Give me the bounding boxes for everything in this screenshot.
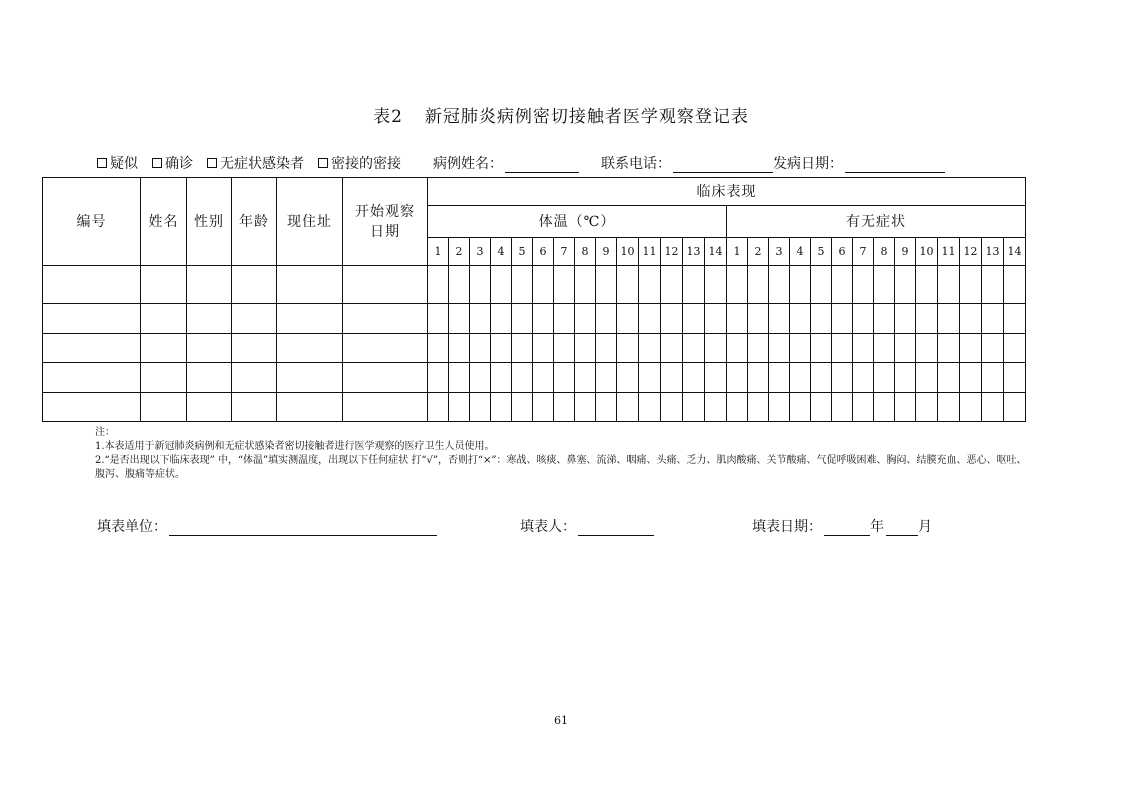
table-cell[interactable]	[832, 363, 853, 393]
table-cell[interactable]	[596, 334, 617, 363]
table-cell[interactable]	[43, 363, 141, 393]
start-date-line1: 开始观察	[355, 203, 415, 220]
table-cell[interactable]	[895, 363, 916, 393]
table-cell[interactable]	[470, 334, 491, 363]
symptom-day-header: 7	[853, 238, 874, 266]
table-cell[interactable]	[277, 393, 343, 422]
table-cell[interactable]	[232, 266, 277, 304]
table-cell[interactable]	[1004, 304, 1026, 334]
table-cell[interactable]	[938, 393, 960, 422]
table-cell[interactable]	[533, 304, 554, 334]
table-cell[interactable]	[790, 334, 811, 363]
table-cell[interactable]	[343, 304, 428, 334]
symptom-day-header: 5	[811, 238, 832, 266]
fill-unit-field	[97, 516, 437, 536]
table-cell[interactable]	[533, 266, 554, 304]
table-cell[interactable]	[533, 363, 554, 393]
table-cell[interactable]	[232, 334, 277, 363]
table-cell[interactable]	[43, 304, 141, 334]
table-cell[interactable]	[512, 393, 533, 422]
page-number: 61	[554, 714, 568, 727]
col-header-id: 编号	[43, 178, 141, 266]
table-cell[interactable]	[575, 334, 596, 363]
table-cell[interactable]	[938, 334, 960, 363]
table-row	[43, 304, 1026, 334]
table-cell[interactable]	[727, 363, 748, 393]
col-header-age: 年龄	[232, 178, 277, 266]
symptom-day-header: 9	[895, 238, 916, 266]
table-cell[interactable]	[512, 363, 533, 393]
filler-blank[interactable]	[578, 521, 654, 536]
table-cell[interactable]	[343, 363, 428, 393]
table-cell[interactable]	[639, 266, 661, 304]
table-cell[interactable]	[596, 363, 617, 393]
category-label: 疑似	[110, 156, 138, 172]
table-cell[interactable]	[916, 304, 938, 334]
symptom-day-header: 11	[938, 238, 960, 266]
observation-table	[42, 177, 1026, 422]
table-cell[interactable]	[982, 304, 1004, 334]
temperature-day-header: 9	[596, 238, 617, 266]
fill-date-field	[752, 516, 932, 536]
table-cell[interactable]	[895, 334, 916, 363]
table-cell[interactable]	[982, 393, 1004, 422]
table-cell[interactable]	[596, 393, 617, 422]
table-cell[interactable]	[639, 304, 661, 334]
table-cell[interactable]	[683, 304, 705, 334]
table-cell[interactable]	[916, 363, 938, 393]
category-asymptomatic[interactable]	[207, 153, 304, 173]
case-name-label: 病例姓名：	[433, 156, 503, 172]
table-cell[interactable]	[748, 363, 769, 393]
temperature-day-header: 10	[617, 238, 639, 266]
fill-year-blank[interactable]	[824, 521, 870, 536]
table-cell[interactable]	[277, 334, 343, 363]
table-cell[interactable]	[683, 393, 705, 422]
table-cell[interactable]	[428, 334, 449, 363]
filler-label: 填表人：	[520, 519, 576, 535]
table-cell[interactable]	[769, 393, 790, 422]
table-cell[interactable]	[853, 363, 874, 393]
table-cell[interactable]	[790, 393, 811, 422]
table-cell[interactable]	[683, 334, 705, 363]
checkbox-icon[interactable]	[207, 158, 217, 168]
table-cell[interactable]	[661, 363, 683, 393]
table-cell[interactable]	[533, 334, 554, 363]
temperature-day-header: 5	[512, 238, 533, 266]
table-cell[interactable]	[661, 334, 683, 363]
table-cell[interactable]	[1004, 266, 1026, 304]
table-cell[interactable]	[769, 334, 790, 363]
table-cell[interactable]	[683, 363, 705, 393]
col-header-name: 姓名	[141, 178, 187, 266]
temperature-day-header: 11	[639, 238, 661, 266]
table-cell[interactable]	[449, 334, 470, 363]
symptom-day-header: 12	[960, 238, 982, 266]
fill-unit-label: 填表单位：	[97, 519, 167, 535]
title-number: 表2	[373, 107, 403, 127]
table-cell[interactable]	[832, 393, 853, 422]
symptom-day-header: 3	[769, 238, 790, 266]
case-name-field	[433, 153, 579, 173]
note-line-2: 2.“是否出现以下临床表现” 中，“体温”填实测温度，出现以下任何症状 打“√”，否则打“×”：寒战、咳痰、鼻塞、流涕、咽痛、头痛、乏力、肌肉酸痛、关节酸痛、气促呼吸困难、胸闷、结膜充血、恶心、呕吐、腹泻、腹痛等症状。	[95, 455, 1027, 480]
table-cell[interactable]	[811, 266, 832, 304]
table-cell[interactable]	[874, 334, 895, 363]
category-label: 密接的密接	[331, 156, 401, 172]
table-cell[interactable]	[187, 393, 232, 422]
symptom-day-header: 4	[790, 238, 811, 266]
table-cell[interactable]	[916, 393, 938, 422]
table-cell[interactable]	[895, 393, 916, 422]
symptom-day-header: 2	[748, 238, 769, 266]
contact-phone-label: 联系电话：	[601, 156, 671, 172]
category-secondary-contact[interactable]	[318, 153, 401, 173]
table-cell[interactable]	[512, 304, 533, 334]
table-cell[interactable]	[853, 334, 874, 363]
table-cell[interactable]	[428, 393, 449, 422]
table-row	[43, 334, 1026, 363]
temperature-day-header: 8	[575, 238, 596, 266]
temperature-day-header: 6	[533, 238, 554, 266]
title-text: 新冠肺炎病例密切接触者医学观察登记表	[424, 107, 749, 127]
temperature-day-header: 3	[470, 238, 491, 266]
table-cell[interactable]	[1004, 334, 1026, 363]
category-confirmed[interactable]	[152, 153, 193, 173]
table-cell[interactable]	[596, 304, 617, 334]
table-row	[43, 393, 1026, 422]
table-cell[interactable]	[832, 304, 853, 334]
col-header-sex: 性别	[187, 178, 232, 266]
table-cell[interactable]	[575, 266, 596, 304]
contact-phone-blank[interactable]	[673, 158, 773, 173]
table-cell[interactable]	[1004, 393, 1026, 422]
table-cell[interactable]	[554, 266, 575, 304]
table-cell[interactable]	[874, 304, 895, 334]
case-info-row	[97, 153, 1037, 173]
table-cell[interactable]	[727, 334, 748, 363]
notes-block	[95, 426, 1030, 482]
table-cell[interactable]	[470, 363, 491, 393]
table-cell[interactable]	[727, 304, 748, 334]
table-cell[interactable]	[617, 334, 639, 363]
table-cell[interactable]	[470, 304, 491, 334]
table-cell[interactable]	[491, 363, 512, 393]
table-cell[interactable]	[938, 363, 960, 393]
table-cell[interactable]	[449, 363, 470, 393]
table-cell[interactable]	[853, 266, 874, 304]
temperature-day-header: 1	[428, 238, 449, 266]
table-cell[interactable]	[596, 266, 617, 304]
checkbox-icon[interactable]	[97, 158, 107, 168]
table-cell[interactable]	[187, 363, 232, 393]
table-cell[interactable]	[1004, 363, 1026, 393]
table-cell[interactable]	[874, 363, 895, 393]
symptoms-header: 有无症状	[727, 206, 1026, 238]
table-row	[43, 363, 1026, 393]
table-cell[interactable]	[428, 363, 449, 393]
table-cell[interactable]	[554, 304, 575, 334]
col-header-address: 现住址	[277, 178, 343, 266]
table-cell[interactable]	[187, 304, 232, 334]
month-label: 月	[918, 519, 932, 535]
table-cell[interactable]	[683, 266, 705, 304]
table-cell[interactable]	[982, 266, 1004, 304]
table-cell[interactable]	[277, 363, 343, 393]
symptom-day-header: 8	[874, 238, 895, 266]
table-cell[interactable]	[43, 334, 141, 363]
table-cell[interactable]	[491, 393, 512, 422]
temperature-day-header: 13	[683, 238, 705, 266]
table-cell[interactable]	[575, 363, 596, 393]
table-cell[interactable]	[141, 334, 187, 363]
table-cell[interactable]	[277, 266, 343, 304]
table-cell[interactable]	[449, 266, 470, 304]
table-cell[interactable]	[232, 304, 277, 334]
table-cell[interactable]	[141, 393, 187, 422]
table-cell[interactable]	[187, 334, 232, 363]
fill-month-blank[interactable]	[886, 521, 918, 536]
table-cell[interactable]	[769, 304, 790, 334]
table-cell[interactable]	[617, 393, 639, 422]
table-cell[interactable]	[727, 393, 748, 422]
table-cell[interactable]	[982, 334, 1004, 363]
table-cell[interactable]	[343, 334, 428, 363]
table-cell[interactable]	[470, 266, 491, 304]
table-cell[interactable]	[661, 266, 683, 304]
table-cell[interactable]	[960, 334, 982, 363]
contact-phone-field	[601, 153, 773, 173]
checkbox-icon[interactable]	[152, 158, 162, 168]
table-cell[interactable]	[575, 393, 596, 422]
table-cell[interactable]	[916, 334, 938, 363]
table-cell[interactable]	[639, 334, 661, 363]
temperature-day-header: 7	[554, 238, 575, 266]
table-cell[interactable]	[811, 304, 832, 334]
table-cell[interactable]	[491, 334, 512, 363]
table-cell[interactable]	[790, 363, 811, 393]
table-cell[interactable]	[661, 393, 683, 422]
table-cell[interactable]	[617, 363, 639, 393]
table-cell[interactable]	[661, 304, 683, 334]
table-cell[interactable]	[705, 363, 727, 393]
note-line-1: 1.本表适用于新冠肺炎病例和无症状感染者密切接触者进行医学观察的医疗卫生人员使用。	[95, 441, 495, 452]
table-cell[interactable]	[811, 334, 832, 363]
fill-date-label: 填表日期：	[752, 519, 822, 535]
table-cell[interactable]	[982, 363, 1004, 393]
table-cell[interactable]	[554, 363, 575, 393]
table-cell[interactable]	[790, 304, 811, 334]
table-cell[interactable]	[491, 304, 512, 334]
category-label: 无症状感染者	[220, 156, 304, 172]
table-cell[interactable]	[617, 266, 639, 304]
year-label: 年	[870, 519, 884, 535]
table-cell[interactable]	[575, 304, 596, 334]
table-cell[interactable]	[832, 266, 853, 304]
table-cell[interactable]	[811, 393, 832, 422]
table-cell[interactable]	[705, 334, 727, 363]
table-cell[interactable]	[853, 393, 874, 422]
start-date-line2: 日期	[370, 223, 400, 240]
table-cell[interactable]	[895, 304, 916, 334]
temperature-day-header: 2	[449, 238, 470, 266]
table-cell[interactable]	[343, 393, 428, 422]
table-cell[interactable]	[343, 266, 428, 304]
table-cell[interactable]	[705, 266, 727, 304]
onset-date-label: 发病日期：	[773, 156, 843, 172]
table-cell[interactable]	[874, 393, 895, 422]
category-label: 确诊	[165, 156, 193, 172]
onset-date-blank[interactable]	[845, 158, 945, 173]
table-cell[interactable]	[617, 304, 639, 334]
table-cell[interactable]	[769, 363, 790, 393]
table-cell[interactable]	[916, 266, 938, 304]
symptom-day-header: 1	[727, 238, 748, 266]
table-cell[interactable]	[277, 304, 343, 334]
table-cell[interactable]	[748, 304, 769, 334]
temperature-day-header: 4	[491, 238, 512, 266]
table-cell[interactable]	[748, 334, 769, 363]
table-cell[interactable]	[960, 304, 982, 334]
table-cell[interactable]	[141, 266, 187, 304]
case-name-blank[interactable]	[505, 158, 579, 173]
table-row	[43, 266, 1026, 304]
clinical-header: 临床表现	[428, 178, 1026, 206]
table-cell[interactable]	[832, 334, 853, 363]
table-cell[interactable]	[874, 266, 895, 304]
table-cell[interactable]	[512, 266, 533, 304]
table-cell[interactable]	[960, 266, 982, 304]
table-cell[interactable]	[512, 334, 533, 363]
table-cell[interactable]	[938, 304, 960, 334]
temperature-day-header: 14	[705, 238, 727, 266]
table-cell[interactable]	[790, 266, 811, 304]
table-cell[interactable]	[938, 266, 960, 304]
table-cell[interactable]	[705, 304, 727, 334]
table-cell[interactable]	[43, 393, 141, 422]
table-cell[interactable]	[895, 266, 916, 304]
table-cell[interactable]	[491, 266, 512, 304]
symptom-day-header: 6	[832, 238, 853, 266]
table-cell[interactable]	[960, 363, 982, 393]
table-cell[interactable]	[705, 393, 727, 422]
table-cell[interactable]	[187, 266, 232, 304]
table-cell[interactable]	[449, 304, 470, 334]
category-suspected[interactable]	[97, 153, 138, 173]
filler-field	[520, 516, 654, 536]
col-header-start-date	[343, 178, 428, 266]
table-cell[interactable]	[232, 393, 277, 422]
form-title	[0, 102, 1122, 127]
table-cell[interactable]	[449, 393, 470, 422]
notes-heading: 注：	[95, 427, 115, 438]
table-cell[interactable]	[141, 363, 187, 393]
table-cell[interactable]	[748, 266, 769, 304]
temperature-day-header: 12	[661, 238, 683, 266]
table-cell[interactable]	[639, 363, 661, 393]
table-cell[interactable]	[554, 393, 575, 422]
table-cell[interactable]	[727, 266, 748, 304]
table-cell[interactable]	[769, 266, 790, 304]
table-cell[interactable]	[232, 363, 277, 393]
checkbox-icon[interactable]	[318, 158, 328, 168]
table-cell[interactable]	[811, 363, 832, 393]
table-cell[interactable]	[141, 304, 187, 334]
table-cell[interactable]	[533, 393, 554, 422]
table-cell[interactable]	[960, 393, 982, 422]
fill-unit-blank[interactable]	[169, 521, 437, 536]
table-cell[interactable]	[43, 266, 141, 304]
onset-date-field	[773, 153, 945, 173]
symptom-day-header: 13	[982, 238, 1004, 266]
table-cell[interactable]	[428, 304, 449, 334]
table-cell[interactable]	[853, 304, 874, 334]
table-cell[interactable]	[639, 393, 661, 422]
table-cell[interactable]	[428, 266, 449, 304]
symptom-day-header: 14	[1004, 238, 1026, 266]
table-cell[interactable]	[748, 393, 769, 422]
temperature-header: 体温（℃）	[428, 206, 727, 238]
symptom-day-header: 10	[916, 238, 938, 266]
table-cell[interactable]	[554, 334, 575, 363]
table-cell[interactable]	[470, 393, 491, 422]
